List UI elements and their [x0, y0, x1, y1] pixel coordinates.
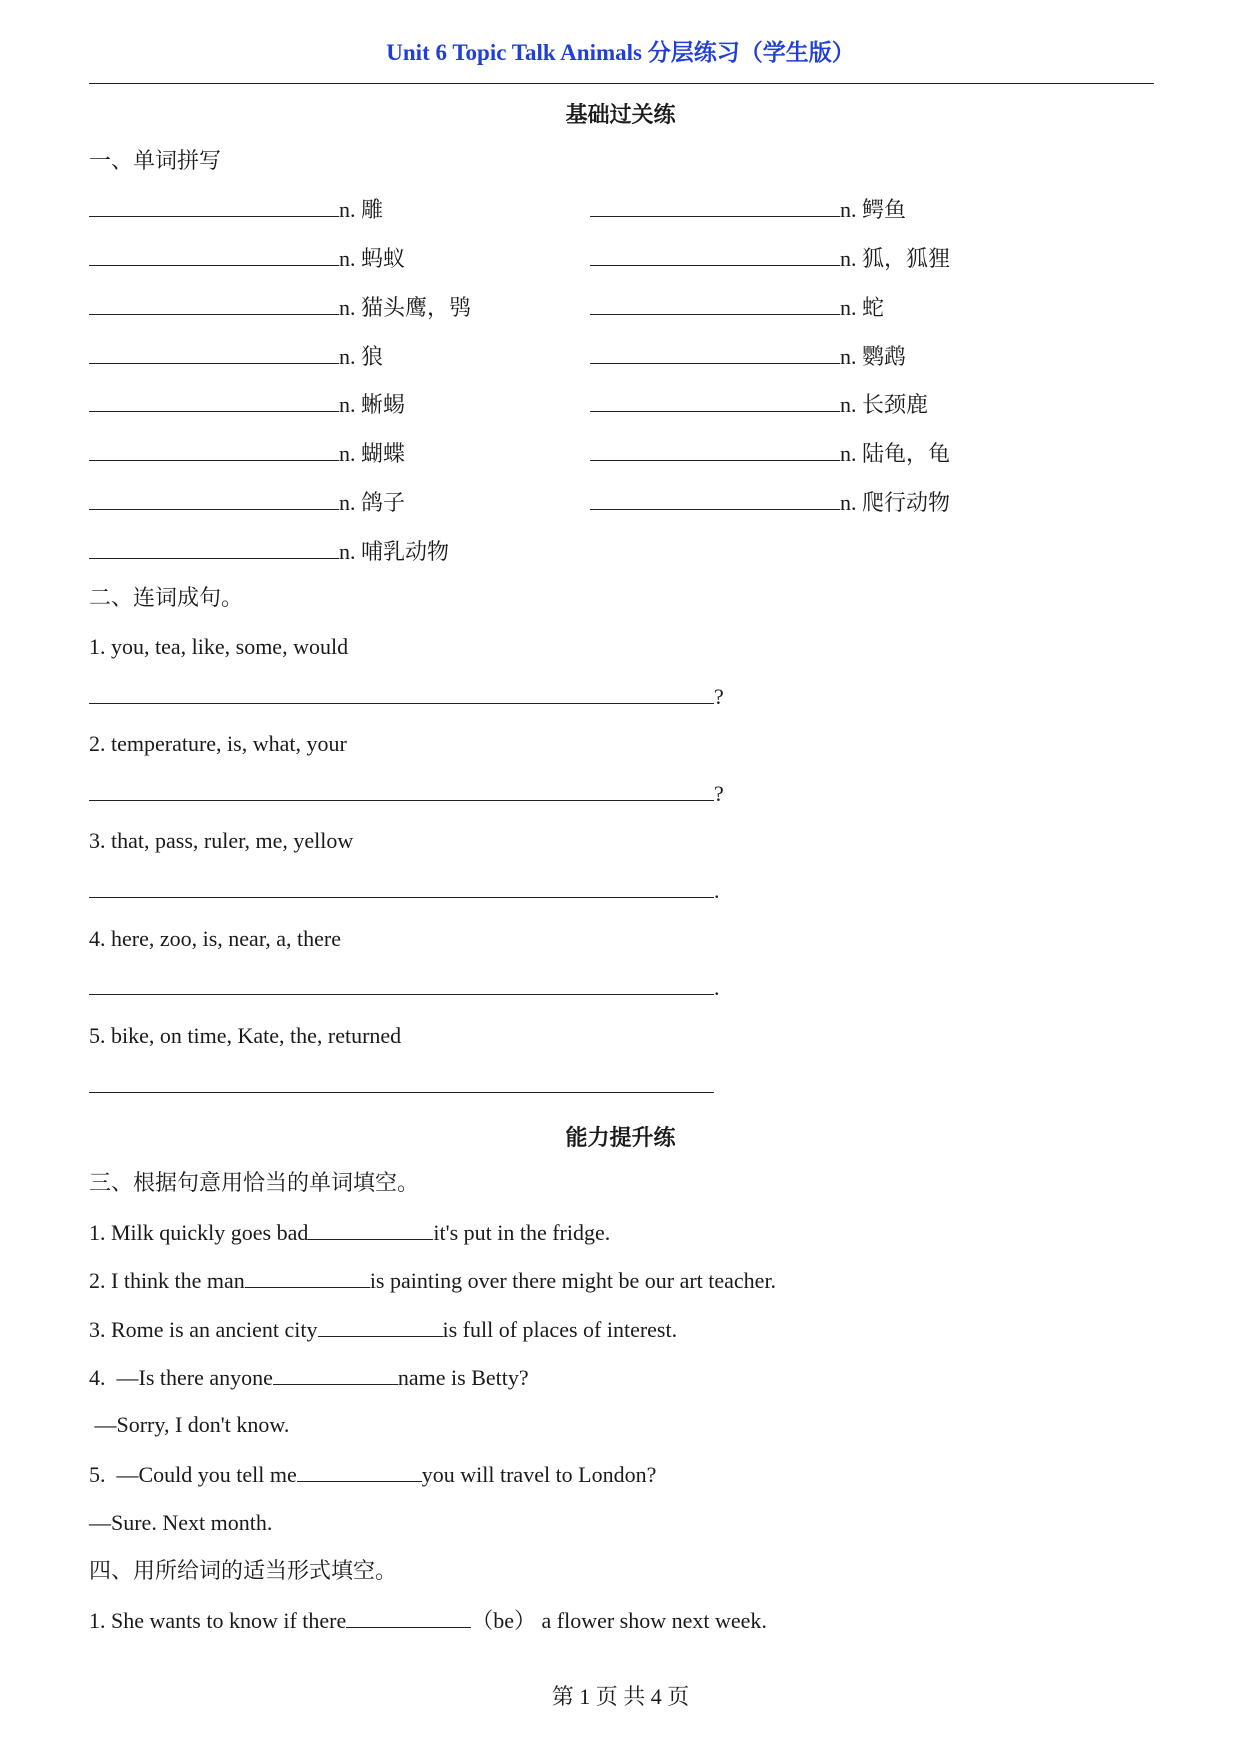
vocab-answer-blank[interactable] [89, 536, 339, 559]
answer-rule[interactable] [89, 778, 714, 801]
fill-blank[interactable] [297, 1459, 422, 1482]
vocab-meaning: 鳄鱼 [862, 197, 907, 222]
fill-text-before: 5. —Could you tell me [89, 1462, 297, 1487]
end-punctuation: ? [714, 684, 724, 709]
fill-text-before: 3. Rome is an ancient city [89, 1317, 318, 1342]
sentence-answer-line-1[interactable] [89, 681, 724, 712]
fill-text-after: you will travel to London? [421, 1462, 657, 1487]
vocab-meaning: 猫头鹰，鸮 [361, 295, 472, 320]
vocab-pos: n. [840, 246, 857, 271]
fill-blank[interactable] [245, 1265, 370, 1288]
vocab-item-right-6 [590, 438, 950, 469]
sentence-prompt-2: 2. temperature, is, what, your [89, 731, 347, 756]
vocab-item-right-2 [590, 243, 950, 274]
vocab-pos: n. [339, 392, 356, 417]
vocab-item-left-1 [89, 194, 383, 225]
vocab-answer-blank[interactable] [590, 194, 840, 217]
vocab-meaning: 爬行动物 [862, 490, 951, 515]
answer-rule[interactable] [89, 681, 714, 704]
vocab-item-right-3 [590, 292, 884, 323]
vocab-answer-blank[interactable] [590, 438, 840, 461]
vocab-item-right-5 [590, 389, 928, 420]
vocab-meaning: 蜥蜴 [361, 392, 406, 417]
vocab-item-left-5 [89, 389, 405, 420]
end-punctuation: ? [714, 781, 724, 806]
sentence-prompt-4: 4. here, zoo, is, near, a, there [89, 926, 342, 951]
vocab-item-left-4 [89, 341, 383, 372]
vocab-meaning: 狐，狐狸 [862, 246, 951, 271]
fill-item-5 [89, 1459, 656, 1490]
sentence-answer-line-3[interactable] [89, 875, 720, 906]
fill-blank[interactable] [273, 1362, 398, 1385]
sentence-answer-line-4[interactable] [89, 972, 720, 1003]
sentence-prompt-5: 5. bike, on time, Kate, the, returned [89, 1023, 402, 1048]
fill-blank[interactable] [318, 1314, 443, 1337]
vocab-answer-blank[interactable] [89, 292, 339, 315]
vocab-meaning: 鹦鹉 [862, 344, 907, 369]
section-basic-title: 基础过关练 [565, 102, 676, 127]
fill-text-after: name is Betty? [397, 1365, 529, 1390]
fill-text-before: 4. —Is there anyone [89, 1365, 273, 1390]
fill-item-2 [89, 1265, 776, 1296]
vocab-meaning: 长颈鹿 [862, 392, 929, 417]
vocab-pos: n. [840, 197, 857, 222]
vocab-item-right-7 [590, 487, 950, 518]
vocab-pos: n. [339, 295, 356, 320]
form-blank[interactable] [346, 1605, 471, 1628]
fill-reply-4: —Sorry, I don't know. [89, 1412, 290, 1437]
header-divider [89, 83, 1154, 84]
part3-title: 三、根据句意用恰当的单词填空。 [89, 1170, 420, 1195]
vocab-answer-blank[interactable] [89, 341, 339, 364]
vocab-pos: n. [339, 197, 356, 222]
fill-text-after: is full of places of interest. [442, 1317, 678, 1342]
vocab-answer-blank[interactable] [89, 194, 339, 217]
vocab-answer-blank[interactable] [590, 292, 840, 315]
vocab-item-left-2 [89, 243, 405, 274]
vocab-answer-blank[interactable] [590, 389, 840, 412]
vocab-item-right-1 [590, 194, 906, 225]
answer-rule[interactable] [89, 1070, 714, 1093]
fill-item-4 [89, 1362, 529, 1393]
vocab-answer-blank[interactable] [590, 243, 840, 266]
sentence-answer-line-2[interactable] [89, 778, 724, 809]
vocab-item-left-3 [89, 292, 471, 323]
sentence-prompt-3: 3. that, pass, ruler, me, yellow [89, 828, 354, 853]
form-item-1 [89, 1605, 767, 1636]
section-advanced-title: 能力提升练 [565, 1125, 676, 1150]
fill-text-before: 2. I think the man [89, 1268, 245, 1293]
fill-text-after: it's put in the fridge. [433, 1220, 611, 1245]
vocab-pos: n. [339, 441, 356, 466]
vocab-answer-blank[interactable] [590, 341, 840, 364]
vocab-item-left-6 [89, 438, 405, 469]
page-footer: 第 1 页 共 4 页 [551, 1684, 690, 1709]
vocab-pos: n. [339, 246, 356, 271]
part4-title: 四、用所给词的适当形式填空。 [89, 1558, 398, 1583]
vocab-answer-blank[interactable] [89, 243, 339, 266]
fill-blank[interactable] [308, 1217, 433, 1240]
vocab-answer-blank[interactable] [89, 438, 339, 461]
fill-item-1 [89, 1217, 610, 1248]
vocab-meaning: 鸽子 [361, 490, 406, 515]
answer-rule[interactable] [89, 972, 714, 995]
sentence-answer-line-5[interactable] [89, 1070, 714, 1101]
vocab-meaning: 狼 [361, 344, 384, 369]
vocab-pos: n. [339, 344, 356, 369]
vocab-pos: n. [339, 539, 356, 564]
form-text-after: a flower show next week. [536, 1608, 767, 1633]
vocab-meaning: 哺乳动物 [361, 539, 450, 564]
form-hint: （be） [471, 1608, 536, 1633]
vocab-answer-blank[interactable] [89, 487, 339, 510]
vocab-meaning: 雕 [361, 197, 384, 222]
vocab-item-right-4 [590, 341, 906, 372]
page-header-title: Unit 6 Topic Talk Animals 分层练习（学生版） [386, 40, 855, 65]
vocab-answer-blank[interactable] [590, 487, 840, 510]
end-punctuation: . [714, 975, 720, 1000]
fill-text-before: 1. Milk quickly goes bad [89, 1220, 309, 1245]
vocab-meaning: 蛇 [862, 295, 885, 320]
vocab-pos: n. [840, 441, 857, 466]
answer-rule[interactable] [89, 875, 714, 898]
vocab-item-left-8 [89, 536, 449, 567]
vocab-pos: n. [840, 295, 857, 320]
vocab-meaning: 蝴蝶 [361, 441, 406, 466]
vocab-pos: n. [840, 392, 857, 417]
end-punctuation: . [714, 878, 720, 903]
vocab-pos: n. [840, 344, 857, 369]
vocab-meaning: 蚂蚁 [361, 246, 406, 271]
part1-title: 一、单词拼写 [89, 148, 222, 173]
form-text-before: 1. She wants to know if there [89, 1608, 347, 1633]
vocab-pos: n. [840, 490, 857, 515]
fill-item-3 [89, 1314, 677, 1345]
vocab-meaning: 陆龟，龟 [862, 441, 951, 466]
vocab-pos: n. [339, 490, 356, 515]
fill-text-after: is painting over there might be our art teacher. [369, 1268, 777, 1293]
part2-title: 二、连词成句。 [89, 585, 244, 610]
fill-reply-5: —Sure. Next month. [89, 1510, 273, 1535]
vocab-item-left-7 [89, 487, 405, 518]
vocab-answer-blank[interactable] [89, 389, 339, 412]
sentence-prompt-1: 1. you, tea, like, some, would [89, 634, 349, 659]
